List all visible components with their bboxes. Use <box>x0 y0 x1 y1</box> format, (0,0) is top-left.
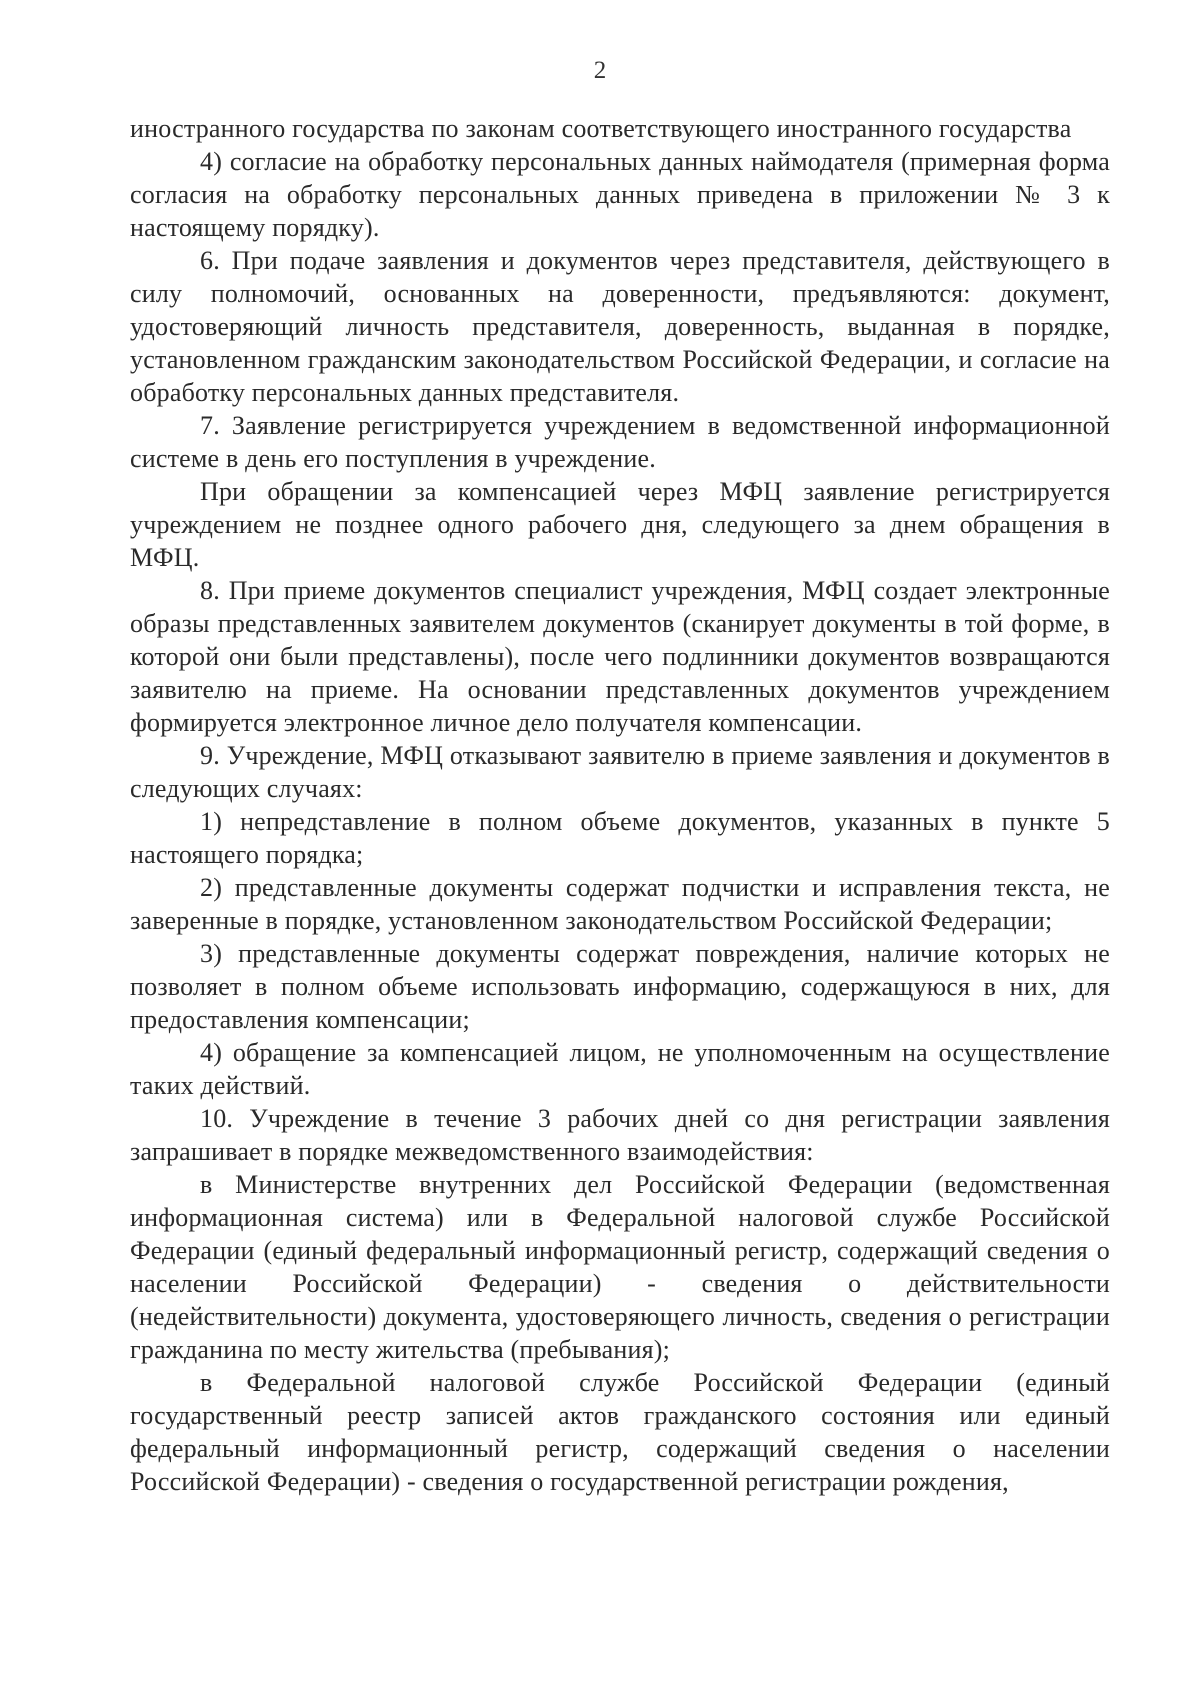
paragraph-9-item-2: 2) представленные документы содержат подчистки и исправления текста, не заверенные в порядке, установленном законодательством Российской Федерации; <box>130 873 1110 935</box>
paragraph-item-4-consent: 4) согласие на обработку персональных данных наймодателя (примерная форма согласия на обработку персональных данных приведена в приложении № 3 к настоящему порядку). <box>130 147 1110 242</box>
paragraph-10-fns: в Федеральной налоговой службе Российской Федерации (единый государственный реестр записей актов гражданского состояния или единый федеральный информационный регистр, содержащий сведения о населении Российской Федерации) - сведения о государственной регистрации рождения, <box>130 1368 1110 1496</box>
paragraph-10-mvd: в Министерстве внутренних дел Российской Федерации (ведомственная информационная система) или в Федеральной налоговой службе Российской Федерации (единый федеральный информационный регистр, содержащий сведения о населении Российской Федерации) - сведения о действительности (недействительности) документа, удостоверяющего личность, сведения о регистрации гражданина по месту жительства (пребывания); <box>130 1170 1110 1364</box>
page-number: 2 <box>593 57 607 84</box>
paragraph-continuation: иностранного государства по законам соответствующего иностранного государства <box>130 114 1072 143</box>
paragraph-7-mfc: При обращении за компенсацией через МФЦ заявление регистрируется учреждением не позднее одного рабочего дня, следующего за днем обращения в МФЦ. <box>130 477 1110 572</box>
paragraph-9-item-1: 1) непредставление в полном объеме документов, указанных в пункте 5 настоящего порядка; <box>130 807 1110 869</box>
paragraph-6: 6. При подаче заявления и документов через представителя, действующего в силу полномочий, основанных на доверенности, предъявляются: документ, удостоверяющий личность представителя, доверенность, выданная в порядке, установленном гражданским законодательством Российской Федерации, и согласие на обработку персональных данных представителя. <box>130 246 1110 407</box>
paragraph-8: 8. При приеме документов специалист учреждения, МФЦ создает электронные образы представленных заявителем документов (сканирует документы в той форме, в которой они были представлены), после чего подлинники документов возвращаются заявителю на приеме. На основании представленных документов учреждением формируется электронное личное дело получателя компенсации. <box>130 576 1110 737</box>
paragraph-9-item-3: 3) представленные документы содержат повреждения, наличие которых не позволяет в полном объеме использовать информацию, содержащуюся в них, для предоставления компенсации; <box>130 939 1110 1034</box>
paragraph-9: 9. Учреждение, МФЦ отказывают заявителю в приеме заявления и документов в следующих случаях: <box>130 741 1110 803</box>
paragraph-10: 10. Учреждение в течение 3 рабочих дней со дня регистрации заявления запрашивает в порядке межведомственного взаимодействия: <box>130 1104 1110 1166</box>
paragraph-7: 7. Заявление регистрируется учреждением в ведомственной информационной системе в день его поступления в учреждение. <box>130 411 1110 473</box>
paragraph-9-item-4: 4) обращение за компенсацией лицом, не уполномоченным на осуществление таких действий. <box>130 1038 1110 1100</box>
document-body <box>130 112 1110 1498</box>
